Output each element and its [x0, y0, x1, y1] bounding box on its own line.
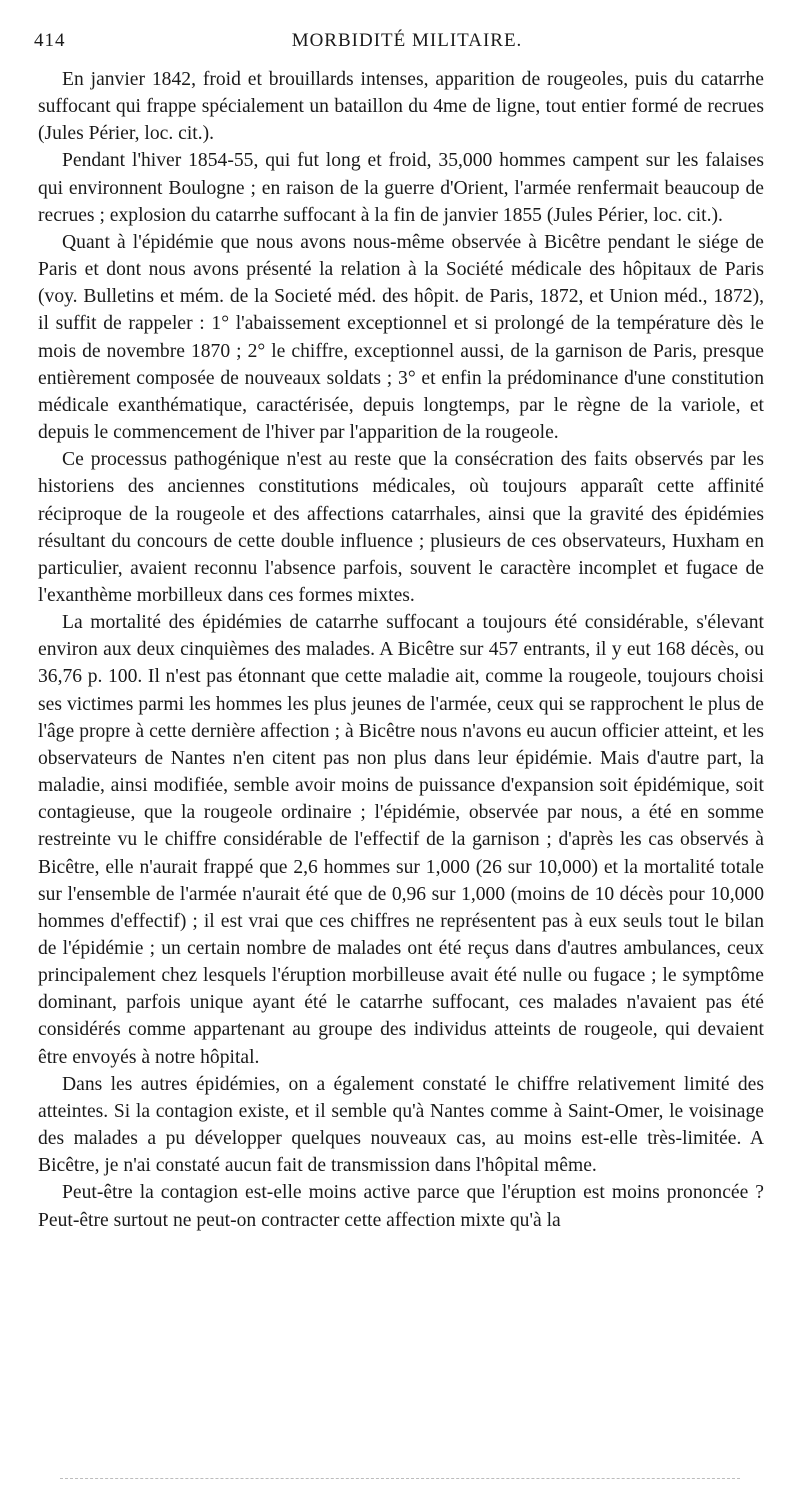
paragraph-4: Ce processus pathogénique n'est au reste que la consécration des faits observés par les historiens des anciennes constitutions médicales, où toujours apparaît cette affinité réciproque de la rougeole et des affections catarrhales, ainsi que la gravité des épidémies résultant du concours de cette double influence ; plusieurs de ces observateurs, Huxham en particulier, avaient reconnu l'absence parfois, souvent le caractère incomplet et fugace de l'exanthème morbilleux dans ces formes mixtes. [38, 449, 764, 606]
paragraph-2: Pendant l'hiver 1854-55, qui fut long et froid, 35,000 hommes campent sur les falaises qui environnent Boulogne ; en raison de la guerre d'Orient, l'armée renfermait beaucoup de recrues ; explosion du catarrhe suffocant à la fin de janvier 1855 (Jules Périer, loc. cit.). [38, 150, 764, 226]
paragraph-5: La mortalité des épidémies de catarrhe suffocant a toujours été considérable, s'élevant environ aux deux cinquièmes des malades. A Bicêtre sur 457 entrants, il y eut 168 décès, ou 36,76 p. 100. Il n'est pas étonnant que cette maladie ait, comme la rougeole, toujours choisi ses victimes parmi les hommes les plus jeunes de l'armée, ceux qui se rapprochent le plus de l'âge propre à cette dernière affection ; à Bicêtre nous n'avons eu aucun officier atteint, et les observateurs de Nantes n'en citent pas non plus dans leur épidémie. Mais d'autre part, la maladie, ainsi modifiée, semble avoir moins de puissance d'expansion soit épidémique, soit contagieuse, que la rougeole ordinaire ; l'épidémie, observée par nous, a été en somme restreinte vu le chiffre considérable de l'effectif de la garnison ; d'après les cas observés à Bicêtre, elle n'aurait frappé que 2,6 hommes sur 1,000 (26 sur 10,000) et la mortalité totale sur l'ensemble de l'armée n'aurait été que de 0,96 sur 1,000 (moins de 10 décès pour 10,000 hommes d'effectif) ; il est vrai que ces chiffres ne représentent pas à eux seuls tout le bilan de l'épidémie ; un certain nombre de malades ont été reçus dans d'autres ambulances, ceux principalement chez lesquels l'éruption morbilleuse avait été nulle ou fugace ; le symptôme dominant, parfois unique ayant été le catarrhe suffocant, ces malades n'avaient pas été considérés comme appartenant au groupe des individus atteints de rougeole, qui devaient être envoyés à notre hôpital. [38, 612, 764, 1068]
paragraph-1: En janvier 1842, froid et brouillards intenses, apparition de rougeoles, puis du catarrhe suffocant qui frappe spécialement un bataillon du 4me de ligne, tout entier formé de recrues (Jules Périer, loc. cit.). [38, 69, 764, 145]
body-text [38, 66, 764, 1234]
paragraph-3: Quant à l'épidémie que nous avons nous-même observée à Bicêtre pendant le siége de Paris et dont nous avons présenté la relation à la Société médicale des hôpitaux de Paris (voy. Bulletins et mém. de la Societé méd. des hôpit. de Paris, 1872, et Union méd., 1872), il suffit de rappeler : 1° l'abaissement exceptionnel et si prolongé de la température dès le mois de novembre 1870 ; 2° le chiffre, exceptionnel aussi, de la garnison de Paris, presque entièrement composée de nouveaux soldats ; 3° et enfin la prédominance d'une constitution médicale exanthématique, caractérisée, depuis longtemps, par le règne de la variole, et depuis le commencement de l'hiver par l'apparition de la rougeole. [38, 231, 764, 444]
page-number: 414 [34, 30, 66, 51]
paragraph-7: Peut-être la contagion est-elle moins active parce que l'éruption est moins prononcée ? Peut-être surtout ne peut-on contracter cette affection mixte qu'à la [38, 1182, 764, 1231]
bleed-through-line [60, 1478, 740, 1479]
paragraph-6: Dans les autres épidémies, on a également constaté le chiffre relativement limité des atteintes. Si la contagion existe, et il semble qu'à Nantes comme à Saint-Omer, le voisinage des malades a pu développer quelques nouveaux cas, au moins est-elle très-limitée. A Bicêtre, je n'ai constaté aucun fait de transmission dans l'hôpital même. [38, 1073, 764, 1177]
running-title: MORBIDITÉ MILITAIRE. [291, 30, 523, 51]
running-head [34, 30, 760, 60]
